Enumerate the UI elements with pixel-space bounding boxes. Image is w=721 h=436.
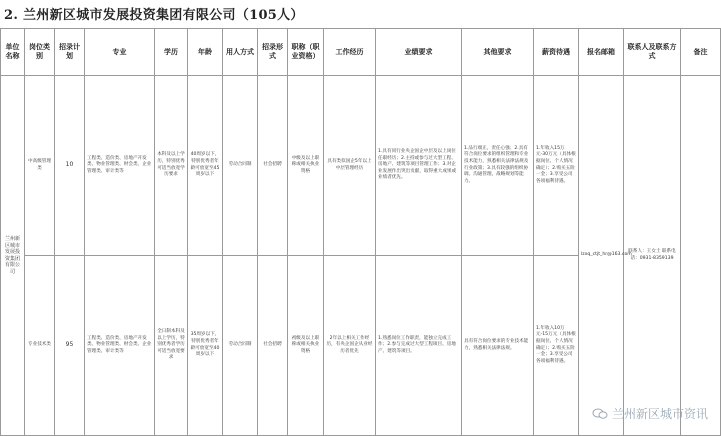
employment-cell: 劳动合同制 xyxy=(223,76,258,256)
header-cell: 单位名称 xyxy=(1,29,25,76)
header-cell: 用人方式 xyxy=(223,29,258,76)
plan-cell: 10 xyxy=(55,76,85,256)
title-req-cell: 初级及以上职称或相关执业资格 xyxy=(288,256,324,436)
table-header-row xyxy=(1,29,721,76)
education-cell: 本科及以上学历，特别优秀可适当放宽学历要求 xyxy=(155,76,188,256)
plan-cell: 95 xyxy=(55,256,85,436)
header-cell: 岗位类别 xyxy=(25,29,55,76)
header-cell: 学历 xyxy=(155,29,188,76)
header-cell: 联系人及联系方式 xyxy=(624,29,681,76)
salary-cell: 1.年收入10万元-15万元（具体根据岗位、个人情况确定）；2.购买五险一金；3.享受公司各项福利待遇。 xyxy=(534,256,579,436)
salary-cell: 1.年收入15万元-30万元（具体根据岗位、个人情况确定）；2.购买五险一金；3.享受公司各项福利待遇。 xyxy=(534,76,579,256)
speech-bubble-icon xyxy=(592,408,608,420)
unit-name-cell: 兰州新区城市发展投资集团有限公司 xyxy=(1,76,25,436)
header-cell: 年龄 xyxy=(188,29,223,76)
other-cell: 1.品行端正，责任心强；2.具有符合岗位要求的组织管理和专业技术能力，熟悉相关法律法规及行业政策；3.具有较强的组织协调、沟通管理、战略规划等能力。 xyxy=(462,76,534,256)
header-cell: 工作经历 xyxy=(324,29,376,76)
header-cell: 专业 xyxy=(85,29,155,76)
header-cell: 报名邮箱 xyxy=(579,29,624,76)
watermark-text: 兰州新区城市资讯 xyxy=(611,407,708,421)
header-cell: 业绩要求 xyxy=(376,29,462,76)
table-row xyxy=(1,76,721,256)
age-cell: 35周岁以下，特别优秀者年龄可放宽至40周岁以下 xyxy=(188,256,223,436)
experience-cell: 具有类似国企5年以上中层管理经历 xyxy=(324,76,376,256)
header-cell: 薪资待遇 xyxy=(534,29,579,76)
education-cell: 全日制本科及以上学历，特别优秀者学历可适当放宽要求 xyxy=(155,256,188,436)
major-cell: 工程类、造价类、房地产开发类、物业管理类、财会类、企业管理类、审计类等 xyxy=(85,76,155,256)
header-cell: 职称（职业资格） xyxy=(288,29,324,76)
remarks-cell xyxy=(681,76,721,436)
header-cell: 其他要求 xyxy=(462,29,534,76)
header-cell: 备注 xyxy=(681,29,721,76)
header-cell: 招录形式 xyxy=(258,29,288,76)
experience-cell: 2年以上相关工作经历，有央企国企从业经历者优先 xyxy=(324,256,376,436)
recruitment-table xyxy=(0,28,721,436)
other-cell: 具有符合岗位要求的专业技术能力，熟悉相关法律法规。 xyxy=(462,256,534,436)
performance-cell: 1.熟悉岗位工作职责，能独立完成工作；2.参与完成过大型工程项目、房地产、建筑等项目。 xyxy=(376,256,462,436)
recruit-cell: 社会招聘 xyxy=(258,256,288,436)
email-cell: lzxq_ctjt_hr@163.com xyxy=(579,76,624,436)
employment-cell: 劳动合同制 xyxy=(223,256,258,436)
title-req-cell: 中级及以上职称或相关执业资格 xyxy=(288,76,324,256)
document-title: 2. 兰州新区城市发展投资集团有限公司（105人） xyxy=(4,8,304,23)
header-cell: 招录计划 xyxy=(55,29,85,76)
major-cell: 工程类、造价类、房地产开发类、物业管理类、财会类、企业管理类、审计类等 xyxy=(85,256,155,436)
contact-cell: 联系人：王女士 联系电话：0931-8359139 xyxy=(624,76,681,436)
category-cell: 专业技术类 xyxy=(25,256,55,436)
watermark xyxy=(592,405,708,422)
age-cell: 40周岁以下，特别优秀者年龄可放宽至45周岁以下 xyxy=(188,76,223,256)
category-cell: 中高级管理类 xyxy=(25,76,55,256)
performance-cell: 1.具有同行业央企国企中层及以上岗位任职经历；2.主持或参与过大型工程、房地产、建筑等项目管理工作；3.对企业发展作出突出贡献，取得重大成果或业绩者优先。 xyxy=(376,76,462,256)
recruit-cell: 社会招聘 xyxy=(258,76,288,256)
